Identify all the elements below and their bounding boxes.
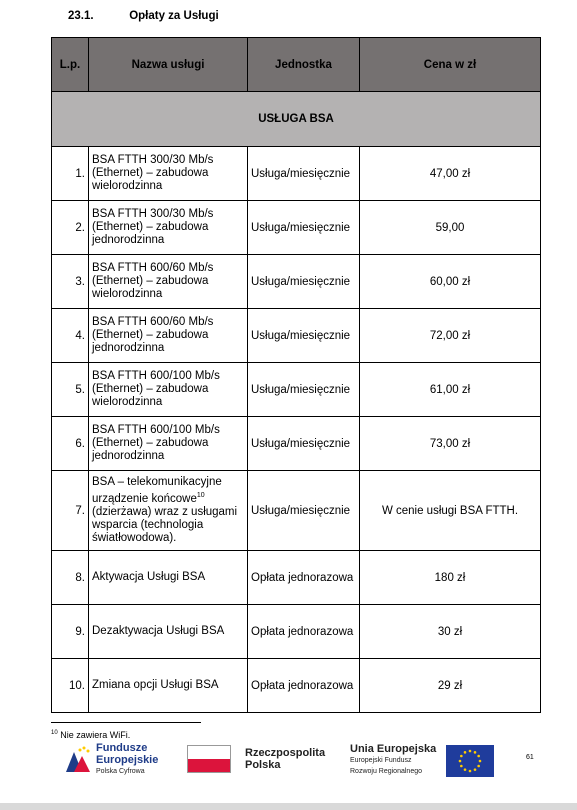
eu-star-icon <box>474 751 477 754</box>
table-row <box>52 417 541 471</box>
service-name-line: jednorodzinna <box>92 342 165 354</box>
row-service-name <box>89 605 248 659</box>
service-name-line: BSA FTTH 600/60 Mb/s <box>92 262 214 274</box>
eu-flag-icon <box>446 745 494 777</box>
service-name-line: (dzierżawa) wraz z usługami <box>92 505 238 518</box>
footnote-text: Nie zawiera WiFi. <box>60 730 131 740</box>
service-name-line: Dezaktywacja Usługi BSA <box>92 625 225 637</box>
service-name-line: BSA FTTH 600/60 Mb/s <box>92 316 214 328</box>
table-header-row <box>52 38 541 92</box>
row-lp: 9. <box>52 605 89 659</box>
table-row <box>52 309 541 363</box>
row-service-name <box>89 471 248 551</box>
footnote-separator <box>51 722 201 723</box>
row-lp: 4. <box>52 309 89 363</box>
footnote-ref: 10 <box>196 492 205 500</box>
row-service-name <box>89 147 248 201</box>
section-row <box>52 92 541 147</box>
header-lp: L.p. <box>52 38 89 92</box>
row-price: 47,00 zł <box>360 147 541 201</box>
eu-star-icon <box>479 759 482 762</box>
service-name-line: (Ethernet) – zabudowa <box>92 221 209 233</box>
header-name: Nazwa usługi <box>89 38 248 92</box>
table-row <box>52 201 541 255</box>
row-lp: 3. <box>52 255 89 309</box>
row-lp: 5. <box>52 363 89 417</box>
row-unit: Usługa/miesięcznie <box>248 363 360 417</box>
row-lp: 2. <box>52 201 89 255</box>
service-name-line: wielorodzinna <box>92 396 163 408</box>
row-service-name <box>89 551 248 605</box>
table-row <box>52 363 541 417</box>
table-row <box>52 551 541 605</box>
service-name-line: (Ethernet) – zabudowa <box>92 329 209 341</box>
fe-line3: Polska Cyfrowa <box>96 768 145 775</box>
polish-flag-icon <box>187 745 231 773</box>
row-price: 61,00 zł <box>360 363 541 417</box>
eu-star-icon <box>469 749 472 752</box>
table-row <box>52 255 541 309</box>
row-price: 73,00 zł <box>360 417 541 471</box>
service-name-line: BSA FTTH 300/30 Mb/s <box>92 208 214 220</box>
row-unit: Usługa/miesięcznie <box>248 471 360 551</box>
table-row <box>52 659 541 713</box>
section-title: Opłaty za Usługi <box>129 10 219 22</box>
row-unit: Opłata jednorazowa <box>248 605 360 659</box>
row-price: 72,00 zł <box>360 309 541 363</box>
row-unit: Usługa/miesięcznie <box>248 309 360 363</box>
row-unit: Usługa/miesięcznie <box>248 147 360 201</box>
service-name-line: (Ethernet) – zabudowa <box>92 167 209 179</box>
eu-star-icon <box>469 769 472 772</box>
row-unit: Usługa/miesięcznie <box>248 417 360 471</box>
row-unit: Opłata jednorazowa <box>248 659 360 713</box>
row-unit: Usługa/miesięcznie <box>248 255 360 309</box>
row-price: 59,00 <box>360 201 541 255</box>
service-name-line: BSA FTTH 300/30 Mb/s <box>92 154 214 166</box>
eu-star-icon <box>478 764 481 767</box>
row-service-name <box>89 659 248 713</box>
eu-star-icon <box>464 768 467 771</box>
section-heading <box>68 10 219 22</box>
fundusze-europejskie-icon <box>64 742 92 774</box>
table-row <box>52 147 541 201</box>
eu-star-icon <box>460 764 463 767</box>
section-number: 23.1. <box>68 10 94 22</box>
eu-star-icon <box>459 759 462 762</box>
service-name-line: (Ethernet) – zabudowa <box>92 437 209 449</box>
table-row <box>52 471 541 551</box>
service-name-line: światłowodowa). <box>92 531 177 544</box>
fe-line2: Europejskie <box>96 754 159 766</box>
rzeczpospolita-polska-logo <box>187 745 325 773</box>
service-name-line: BSA FTTH 600/100 Mb/s <box>92 370 220 382</box>
row-service-name <box>89 255 248 309</box>
service-name-line: (Ethernet) – zabudowa <box>92 275 209 287</box>
service-name-line: wsparcia (technologia <box>92 518 204 531</box>
row-price: 60,00 zł <box>360 255 541 309</box>
service-name-line: Zmiana opcji Usługi BSA <box>92 679 219 691</box>
ue-line2: Europejski Fundusz <box>350 757 412 764</box>
page-bottom-edge <box>0 803 577 810</box>
service-name-line: Aktywacja Usługi BSA <box>92 571 206 583</box>
row-lp: 6. <box>52 417 89 471</box>
row-price: 29 zł <box>360 659 541 713</box>
page-number: 61 <box>526 754 534 761</box>
rp-line1: Rzeczpospolita <box>245 747 326 759</box>
service-name-line: BSA FTTH 600/100 Mb/s <box>92 424 220 436</box>
fundusze-europejskie-logo <box>64 742 158 778</box>
service-name-line: (Ethernet) – zabudowa <box>92 383 209 395</box>
row-unit: Usługa/miesięcznie <box>248 201 360 255</box>
eu-star-icon <box>478 754 481 757</box>
row-lp: 8. <box>52 551 89 605</box>
service-name-line: jednorodzinna <box>92 450 165 462</box>
eu-star-icon <box>464 751 467 754</box>
header-unit: Jednostka <box>248 38 360 92</box>
eu-star-icon <box>460 754 463 757</box>
service-name-line: jednorodzinna <box>92 234 165 246</box>
ue-line1: Unia Europejska <box>350 743 437 755</box>
eu-star-icon <box>474 768 477 771</box>
unia-europejska-logo <box>350 744 494 777</box>
rp-line2: Polska <box>245 759 281 771</box>
footnote-number: 10 <box>51 730 58 736</box>
service-name-line: wielorodzinna <box>92 180 163 192</box>
service-name-line: urządzenie końcowe <box>92 492 197 505</box>
ue-line3: Rozwoju Regionalnego <box>350 768 422 775</box>
row-service-name <box>89 417 248 471</box>
section-title-cell: USŁUGA BSA <box>52 92 541 147</box>
row-price: 180 zł <box>360 551 541 605</box>
row-lp: 7. <box>52 471 89 551</box>
row-service-name <box>89 309 248 363</box>
row-service-name <box>89 201 248 255</box>
row-price: 30 zł <box>360 605 541 659</box>
header-price: Cena w zł <box>360 38 541 92</box>
pricing-table <box>51 37 541 713</box>
row-service-name <box>89 363 248 417</box>
service-name-line: BSA – telekomunikacyjne <box>92 476 222 489</box>
service-name-line: wielorodzinna <box>92 288 163 300</box>
footnote <box>51 730 130 740</box>
fe-line1: Fundusze <box>96 742 148 754</box>
row-lp: 10. <box>52 659 89 713</box>
row-lp: 1. <box>52 147 89 201</box>
row-unit: Opłata jednorazowa <box>248 551 360 605</box>
row-price: W cenie usługi BSA FTTH. <box>360 471 541 551</box>
table-row <box>52 605 541 659</box>
